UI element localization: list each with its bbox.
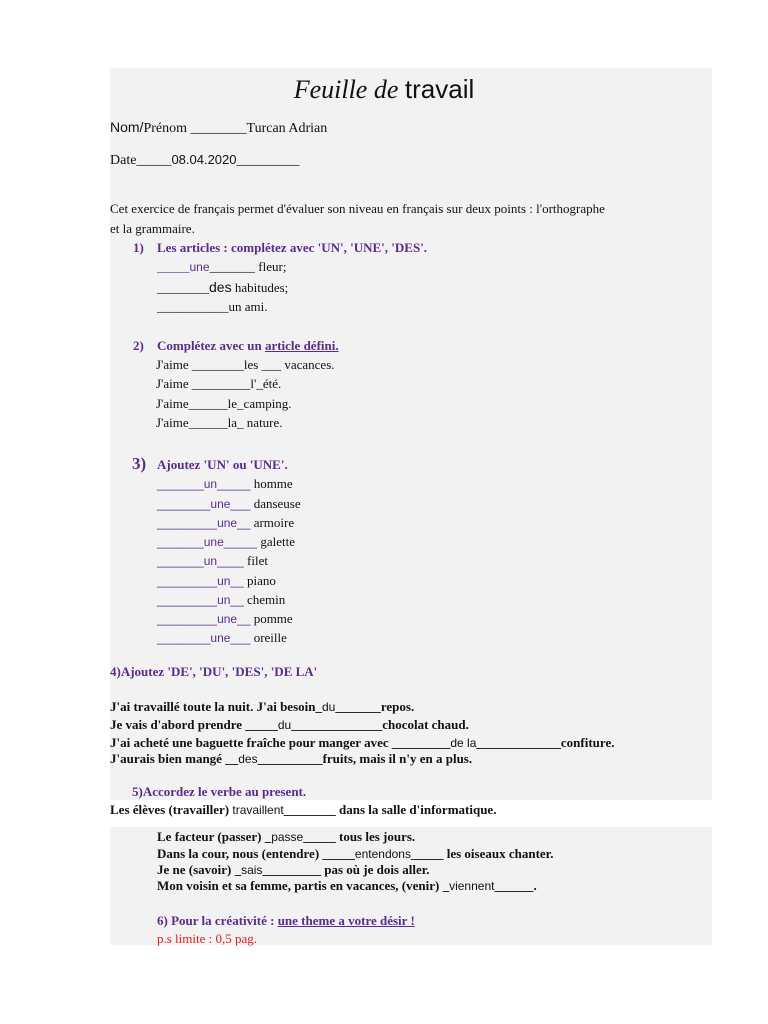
title-regular: travail	[404, 74, 475, 104]
ex5-title: 5)Accordez le verbe au present.	[132, 784, 307, 799]
answer: des	[238, 752, 258, 766]
ex3-item	[157, 573, 276, 589]
noun: filet	[243, 553, 268, 568]
sentence-end: _________ pas où je dois aller.	[262, 862, 430, 877]
ex5-line	[157, 862, 430, 878]
answer: passe	[271, 830, 304, 844]
answer: de la	[450, 736, 477, 750]
ex3-item	[157, 476, 293, 492]
ex2-title	[157, 338, 339, 354]
noun: danseuse	[250, 496, 301, 511]
answer: ________une___	[157, 631, 251, 645]
sentence-start: Le facteur (passer) _	[157, 829, 272, 844]
sentence-end: ______.	[494, 878, 537, 893]
ex3-item	[157, 496, 301, 512]
answer: ________une___	[157, 497, 251, 511]
ex3-number: 3)	[132, 454, 147, 473]
answer: des	[209, 279, 232, 295]
item-text: _______ fleur;	[209, 259, 287, 274]
name-line	[110, 118, 327, 138]
intro-line-1: Cet exercice de français permet d'évaluer son niveau en français sur deux points : l'orthographe	[110, 201, 605, 216]
answer: _________une__	[157, 516, 251, 530]
noun: pomme	[250, 611, 293, 626]
blank: ___________	[157, 299, 229, 314]
name-blank: ________	[190, 121, 247, 136]
ex3-item	[157, 611, 293, 627]
ex1-item	[157, 279, 288, 296]
ex1-number: 1)	[133, 240, 144, 255]
name-value: Turcan Adrian	[246, 121, 328, 136]
ex3-item	[157, 592, 285, 608]
ex2-title-link[interactable]: article défini.	[264, 338, 339, 353]
ex3-item	[157, 515, 294, 531]
answer: du	[321, 700, 336, 714]
ex2-title-text: Complétez avec un	[157, 338, 265, 353]
sentence-end: ______________chocolat chaud.	[291, 717, 469, 732]
ex4-line	[110, 717, 469, 733]
ex5-line	[157, 829, 415, 845]
date-line	[110, 151, 300, 170]
sentence-start: Je ne (savoir) _	[157, 862, 242, 877]
noun: chemin	[243, 592, 286, 607]
answer: viennent	[449, 879, 495, 893]
sentence-end: _____ tous les jours.	[303, 829, 416, 844]
noun: galette	[257, 534, 296, 549]
sentence-start: Je vais d'abord prendre _____	[110, 717, 278, 732]
date-label: Date_____	[110, 153, 172, 168]
ex5-intro	[110, 802, 496, 818]
ex1-title: Les articles : complétez avec 'UN', 'UNE', 'DES'.	[157, 240, 428, 255]
sentence-end: __________fruits, mais il n'y en a plus.	[257, 751, 473, 766]
name-label-prenom: Prénom	[143, 121, 188, 136]
answer: _______un____	[157, 554, 244, 568]
sentence-end: _____ les oiseaux chanter.	[410, 846, 554, 861]
ex3-item	[157, 534, 295, 550]
answer: du	[277, 718, 292, 732]
title-italic: Feuille de	[293, 75, 399, 104]
ex1-item	[157, 299, 268, 315]
sentence-end: _______repos.	[335, 699, 415, 714]
date-value: 08.04.2020	[171, 152, 237, 167]
ex2-number: 2)	[133, 338, 144, 353]
sentence-end: ________ dans la salle d'informatique.	[283, 802, 497, 817]
name-label-nom: Nom/	[110, 119, 144, 135]
sentence-start: J'ai travaillé toute la nuit. J'ai besoin_	[110, 699, 322, 714]
ex2-item: J'aime _________l'_été.	[156, 376, 282, 391]
ex4-line	[110, 751, 472, 767]
item-text: un ami.	[228, 299, 268, 314]
ex4-line	[110, 699, 414, 715]
date-tail: _________	[236, 153, 300, 168]
blank: _____	[157, 259, 190, 274]
noun: oreille	[250, 630, 287, 645]
ex3-title: Ajoutez 'UN' ou 'UNE'.	[157, 457, 288, 472]
noun: homme	[250, 476, 293, 491]
worksheet-panel	[110, 68, 712, 800]
item-text: habitudes;	[231, 280, 289, 295]
answer: _________un__	[157, 574, 244, 588]
ex4-title: 4)Ajoutez 'DE', 'DU', 'DES', 'DE LA'	[110, 664, 318, 679]
ex3-item	[157, 630, 287, 646]
ex6-title-link[interactable]: une theme a votre désir !	[277, 913, 415, 928]
sentence-start: Dans la cour, nous (entendre) _____	[157, 846, 355, 861]
sentence-start: J'ai acheté une baguette fraîche pour manger avec _________	[110, 735, 451, 750]
ex6-note: p.s limite : 0,5 pag.	[157, 931, 258, 946]
blank: ________	[157, 280, 209, 295]
sentence-start: Les élèves (travailler)	[110, 802, 233, 817]
ex2-item: J'aime______la_ nature.	[156, 415, 283, 430]
answer: sais	[241, 863, 263, 877]
ex1-item	[157, 259, 286, 275]
answer: une	[189, 260, 210, 274]
sentence-start: J'aurais bien mangé __	[110, 751, 239, 766]
ex6-title	[157, 913, 415, 929]
ex5-line	[157, 846, 554, 862]
sentence-start: Mon voisin et sa femme, partis en vacances, (venir) _	[157, 878, 450, 893]
ex4-line	[110, 735, 614, 751]
answer: _______une_____	[157, 535, 258, 549]
answer: _________un__	[157, 593, 244, 607]
ex3-item	[157, 553, 268, 569]
answer: entendons	[354, 847, 411, 861]
answer: _______un_____	[157, 477, 251, 491]
noun: armoire	[250, 515, 295, 530]
ex2-item: J'aime ________les ___ vacances.	[156, 357, 335, 372]
ex5-line	[157, 878, 537, 894]
ex2-item: J'aime______le_camping.	[156, 396, 292, 411]
answer: _________une__	[157, 612, 251, 626]
ex6-title-text: 6) Pour la créativité :	[157, 913, 278, 928]
intro-line-2: et la grammaire.	[110, 221, 195, 236]
noun: piano	[243, 573, 276, 588]
sentence-end: _____________confiture.	[476, 735, 615, 750]
page-title	[0, 73, 768, 106]
answer: travaillent	[232, 803, 284, 817]
